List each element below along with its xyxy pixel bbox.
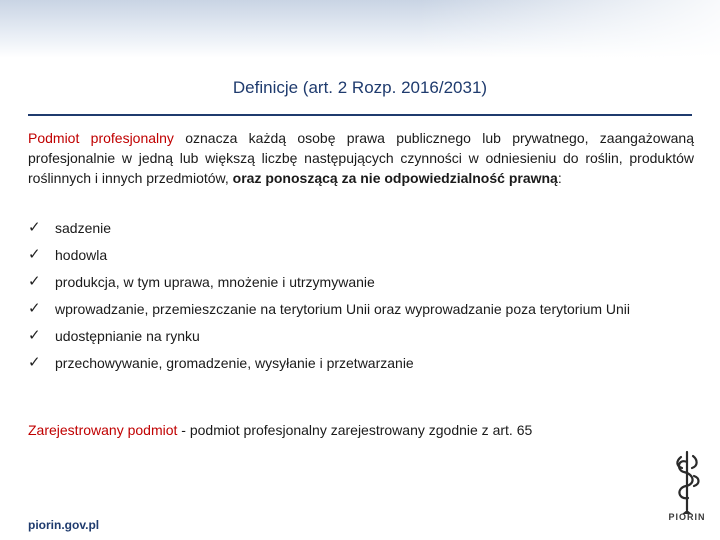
list-item <box>28 272 694 292</box>
registered-term: Zarejestrowany podmiot <box>28 422 178 438</box>
registered-text: - podmiot profesjonalny zarejestrowany zgodnie z art. 65 <box>177 422 533 438</box>
check-icon: ✓ <box>28 300 41 317</box>
list-item-label: udostępnianie na rynku <box>55 328 200 344</box>
check-icon: ✓ <box>28 273 41 290</box>
footer-website-link[interactable]: piorin.gov.pl <box>28 518 100 532</box>
list-item <box>28 353 694 373</box>
definition-text: oznacza każdą osobę prawa publicznego lub prywatnego, zaangażowaną profesjonalnie w jedną lub większą liczbę następujących czynności w odniesieniu do roślin, produktów roślinnych i innych przedmiotów, <box>28 130 694 186</box>
header-band <box>0 0 720 58</box>
list-item <box>28 245 694 265</box>
list-item <box>28 218 694 238</box>
list-item-label: hodowla <box>55 247 108 263</box>
definition-bold-text: oraz ponoszącą za nie odpowiedzialność prawną <box>232 170 558 186</box>
list-item <box>28 299 694 319</box>
registered-entity-definition <box>28 420 694 440</box>
definition-paragraph <box>28 128 694 188</box>
check-icon: ✓ <box>28 354 41 371</box>
check-icon: ✓ <box>28 327 41 344</box>
list-item <box>28 326 694 346</box>
title-divider <box>28 114 692 116</box>
definition-colon: : <box>557 170 562 186</box>
logo-label: PIORIN <box>668 512 706 522</box>
check-icon: ✓ <box>28 246 41 263</box>
list-item-label: wprowadzanie, przemieszczanie na terytorium Unii oraz wyprowadzanie poza terytorium Unii <box>55 301 631 317</box>
activity-list <box>28 218 694 380</box>
list-item-label: produkcja, w tym uprawa, mnożenie i utrzymywanie <box>55 274 375 290</box>
page-title: Definicje (art. 2 Rozp. 2016/2031) <box>232 78 488 97</box>
list-item-label: przechowywanie, gromadzenie, wysyłanie i przetwarzanie <box>55 355 414 371</box>
definition-term: Podmiot profesjonalny <box>28 130 174 146</box>
check-icon: ✓ <box>28 219 41 236</box>
list-item-label: sadzenie <box>55 220 112 236</box>
